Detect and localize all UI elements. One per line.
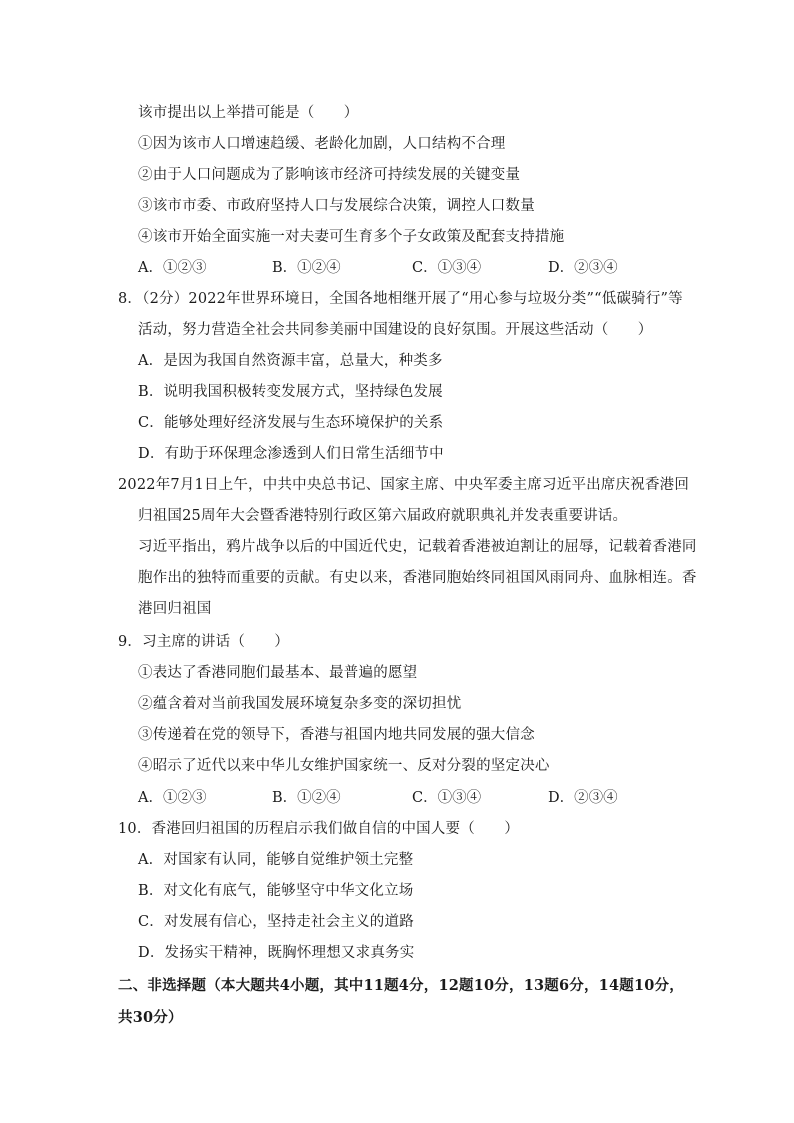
q9-item-4: ④昭示了近代以来中华儿女维护国家统一、反对分裂的坚定决心 xyxy=(138,758,550,774)
section-2-heading-line-2: 共30分） xyxy=(118,1009,183,1026)
q8-option-b: B．说明我国积极转变发展方式，坚持绿色发展 xyxy=(138,384,443,400)
q7-item-4: ④该市开始全面实施一对夫妻可生育多个子女政策及配套支持措施 xyxy=(138,229,565,245)
q9-option-a: A．①②③ xyxy=(138,790,207,806)
q7-option-b: B．①②④ xyxy=(272,260,341,276)
q9-option-c: C．①③④ xyxy=(412,790,482,806)
q9-option-d: D．②③④ xyxy=(548,790,618,806)
q10-option-b: B．对文化有底气，能够坚守中华文化立场 xyxy=(138,883,414,899)
q7-options xyxy=(138,258,648,278)
q7-item-3: ③该市市委、市政府坚持人口与发展综合决策，调控人口数量 xyxy=(138,198,535,214)
q9-stem: 9．习主席的讲话（ ） xyxy=(118,634,290,650)
material-line-4: 胞作出的独特而重要的贡献。有史以来，香港同胞始终同祖国风雨同舟、血脉相连。香 xyxy=(138,570,697,586)
q8-stem-line-1: 8．（2分）2022年世界环境日，全国各地相继开展了“用心参与垃圾分类”“低碳骑行”等 xyxy=(118,291,683,307)
q7-item-1: ①因为该市人口增速趋缓、老龄化加剧，人口结构不合理 xyxy=(138,136,506,152)
q10-stem: 10．香港回归祖国的历程启示我们做自信的中国人要（ ） xyxy=(118,821,520,837)
material-line-3: 习近平指出，鸦片战争以后的中国近代史，记载着香港被迫割让的屈辱，记载着香港同 xyxy=(138,539,697,555)
section-2-heading-line-1: 二、非选择题（本大题共4小题，其中11题4分，12题10分，13题6分，14题10分， xyxy=(118,977,684,994)
q7-item-2: ②由于人口问题成为了影响该市经济可持续发展的关键变量 xyxy=(138,167,521,183)
q9-item-1: ①表达了香港同胞们最基本、最普遍的愿望 xyxy=(138,665,418,681)
q9-options xyxy=(138,788,648,808)
material-line-5: 港回归祖国 xyxy=(138,601,212,617)
q7-stem: 该市提出以上举措可能是（ ） xyxy=(138,105,359,121)
material-line-1: 2022年7月1日上午，中共中央总书记、国家主席、中央军委主席习近平出席庆祝香港回 xyxy=(118,477,690,493)
q10-option-c: C．对发展有信心，坚持走社会主义的道路 xyxy=(138,914,414,930)
q10-option-d: D．发扬实干精神，既胸怀理想又求真务实 xyxy=(138,945,415,961)
q7-option-d: D．②③④ xyxy=(548,260,618,276)
q8-option-d: D．有助于环保理念渗透到人们日常生活细节中 xyxy=(138,446,444,462)
q10-option-a: A．对国家有认同，能够自觉维护领土完整 xyxy=(138,852,414,868)
q8-option-c: C．能够处理好经济发展与生态环境保护的关系 xyxy=(138,415,444,431)
q8-option-a: A．是因为我国自然资源丰富，总量大，种类多 xyxy=(138,353,443,369)
q7-option-a: A．①②③ xyxy=(138,260,207,276)
q9-item-3: ③传递着在党的领导下，香港与祖国内地共同发展的强大信念 xyxy=(138,727,535,743)
q9-option-b: B．①②④ xyxy=(272,790,341,806)
q7-option-c: C．①③④ xyxy=(412,260,482,276)
q9-item-2: ②蕴含着对当前我国发展环境复杂多变的深切担忧 xyxy=(138,696,462,712)
material-line-2: 归祖国25周年大会暨香港特别行政区第六届政府就职典礼并发表重要讲话。 xyxy=(138,508,628,524)
q8-stem-line-2: 活动，努力营造全社会共同参美丽中国建设的良好氛围。开展这些活动（ ） xyxy=(138,322,653,338)
